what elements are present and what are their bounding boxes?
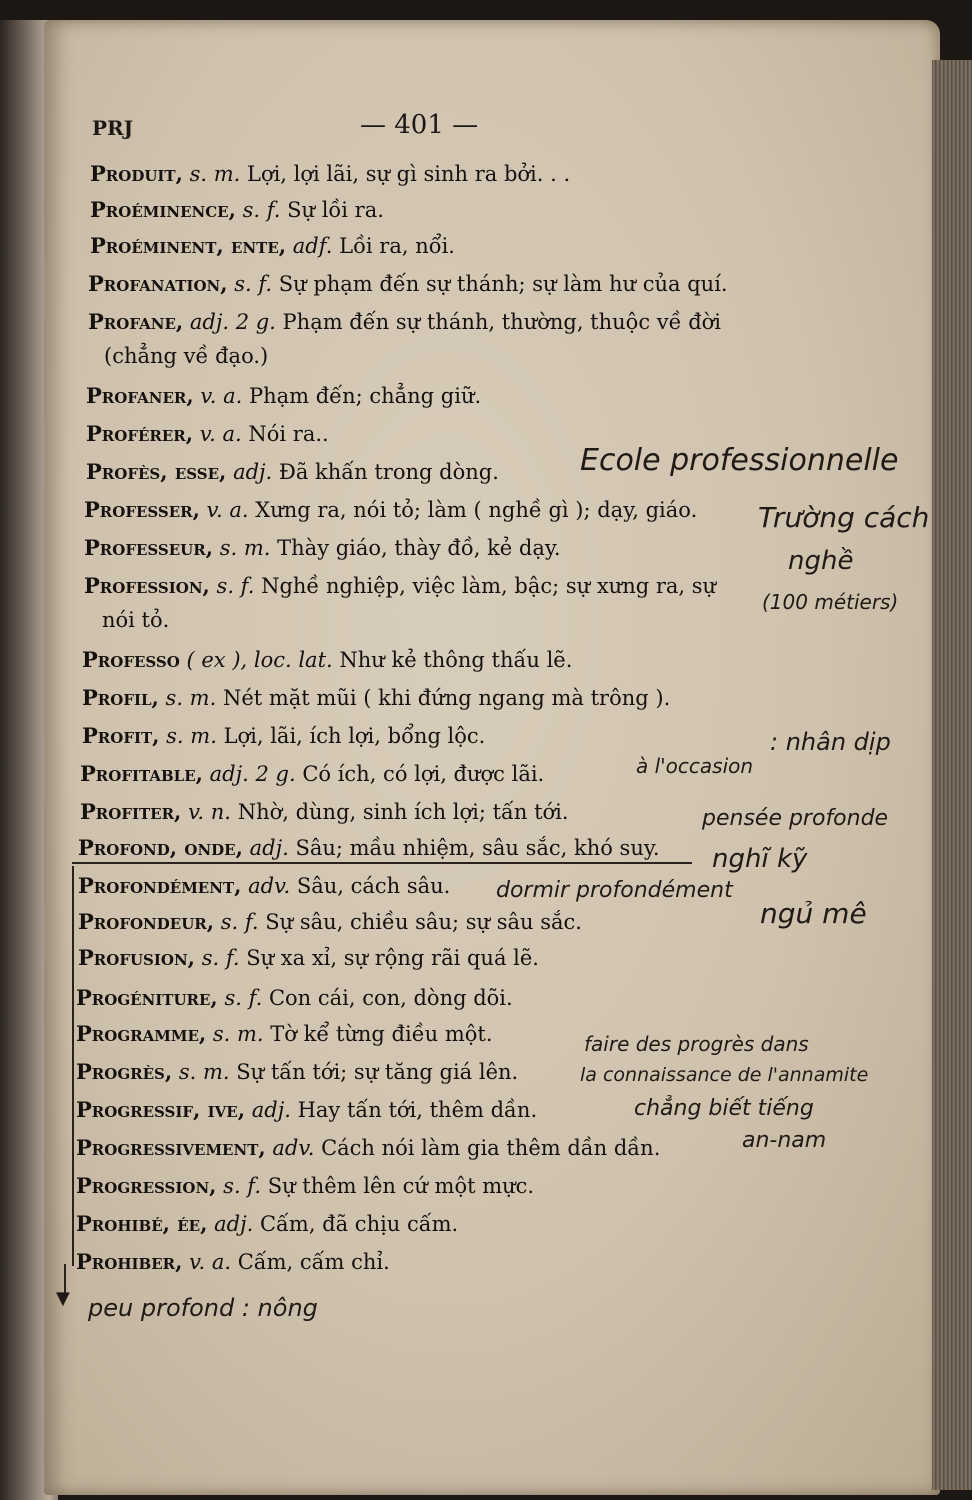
headword: Produit, — [90, 161, 183, 186]
handwritten-note: pensée profonde — [702, 806, 889, 831]
headword: Profit, — [82, 723, 160, 748]
entry-progeniture — [76, 984, 513, 1012]
entry-profanation — [88, 270, 728, 298]
arrow-down-icon: ▼ — [56, 1288, 70, 1309]
page-number: — 401 — — [360, 110, 479, 140]
grammar: s. m. — [165, 686, 217, 710]
definition: Sâu, cách sâu. — [296, 874, 451, 898]
definition: Nét mặt mũi ( khi đứng ngang mà trông ). — [222, 686, 671, 710]
grammar: s. m. — [166, 724, 217, 748]
entry-profane — [88, 308, 721, 336]
entry-proeminent — [90, 232, 455, 260]
entry-professer — [84, 496, 697, 524]
definition: Hay tấn tới, thêm dần. — [297, 1098, 538, 1122]
underline-profond — [72, 862, 692, 864]
definition: Lợi, lợi lãi, sự gì sinh ra bởi. . . — [247, 162, 571, 186]
grammar: s. f. — [223, 1174, 261, 1198]
entry-proeminence — [90, 196, 384, 224]
grammar: s. f. — [224, 986, 263, 1010]
definition: Tờ kể từng điều một. — [270, 1022, 493, 1046]
grammar: v. a. — [189, 1250, 232, 1274]
entry-profondement — [78, 872, 450, 900]
headword: Profil, — [82, 685, 159, 710]
grammar: adj. — [214, 1212, 254, 1236]
handwritten-note: faire des progrès dans — [584, 1032, 809, 1056]
grammar: adf. — [292, 234, 333, 258]
headword: Profane, — [88, 309, 184, 334]
grammar: s. m. — [212, 1022, 264, 1046]
headword: Profès, esse, — [86, 459, 227, 484]
definition: Sự lồi ra. — [287, 198, 384, 222]
entry-professeur — [84, 534, 561, 562]
grammar: adj. — [251, 1098, 291, 1122]
grammar: v. a. — [200, 384, 243, 408]
grammar: s. f. — [216, 574, 255, 598]
handwritten-note: (100 métiers) — [762, 590, 899, 614]
definition: nói tỏ. — [102, 608, 170, 632]
entry-professo — [82, 646, 572, 674]
handwritten-note: Trường cách — [758, 501, 930, 534]
handwritten-note: : nhân dịp — [770, 728, 891, 756]
grammar: v. a. — [206, 498, 249, 522]
headword: Programme, — [76, 1021, 207, 1046]
handwritten-note: ngủ mê — [760, 897, 867, 930]
definition: Cấm, đã chịu cấm. — [259, 1212, 459, 1236]
definition: Sâu; mầu nhiệm, sâu sắc, khó suy. — [295, 836, 660, 860]
grammar: adj. — [249, 836, 289, 860]
handwritten-note: peu profond : nông — [88, 1294, 318, 1322]
headword: Profusion, — [78, 945, 195, 970]
grammar: s. m. — [178, 1060, 230, 1084]
headword: Professer, — [84, 497, 200, 522]
definition: Sự phạm đến sự thánh; sự làm hư của quí. — [278, 272, 728, 296]
headword: Profiter, — [80, 799, 182, 824]
headword: Progression, — [76, 1173, 217, 1198]
entry-profession-continued — [102, 606, 169, 634]
entry-profond — [78, 834, 660, 862]
grammar: ( ex ), loc. lat. — [186, 648, 333, 672]
entry-prohiber — [76, 1248, 390, 1276]
definition: Thày giáo, thày đồ, kẻ dạy. — [277, 536, 561, 560]
headword: Prohiber, — [76, 1249, 183, 1274]
handwritten-note: Ecole professionnelle — [580, 443, 899, 478]
entry-profiter — [80, 798, 569, 826]
entry-profane-continued — [104, 342, 268, 370]
definition: Cách nói làm gia thêm dần dần. — [321, 1136, 661, 1160]
entry-profit — [82, 722, 485, 750]
handwritten-note: dormir profondément — [496, 878, 733, 903]
running-head: PRJ — [92, 116, 134, 140]
margin-bracket-line — [72, 866, 74, 1266]
entry-progression — [76, 1172, 534, 1200]
definition: Đã khấn trong dòng. — [278, 460, 499, 484]
definition: Như kẻ thông thấu lẽ. — [339, 648, 573, 672]
grammar: adj. — [233, 460, 273, 484]
definition: Sự sâu, chiều sâu; sự sâu sắc. — [265, 910, 582, 934]
grammar: s. m. — [189, 162, 241, 186]
headword: Progressivement, — [76, 1135, 266, 1160]
definition: Xưng ra, nói tỏ; làm ( nghề gì ); dạy, giáo. — [255, 498, 698, 522]
handwritten-note: la connaissance de l'annamite — [580, 1064, 869, 1086]
headword: Profond, onde, — [78, 835, 243, 860]
definition: Sự thêm lên cứ một mực. — [267, 1174, 535, 1198]
definition: Nghề nghiệp, việc làm, bậc; sự xưng ra, sự — [261, 574, 717, 598]
handwritten-note: nghề — [788, 546, 854, 576]
grammar: adj. 2 g. — [209, 762, 296, 786]
definition: Phạm đến; chẳng giữ. — [248, 384, 482, 408]
headword: Progrès, — [76, 1059, 173, 1084]
entry-profitable — [80, 760, 544, 788]
definition: Lồi ra, nổi. — [339, 234, 455, 258]
entry-profusion — [78, 944, 539, 972]
grammar: s. m. — [219, 536, 271, 560]
grammar: s. f. — [234, 272, 273, 296]
entry-profondeur — [78, 908, 582, 936]
entry-progres — [76, 1058, 518, 1086]
handwritten-note: à l'occasion — [636, 754, 754, 778]
headword: Profondément, — [78, 873, 242, 898]
headword: Profondeur, — [78, 909, 215, 934]
grammar: v. n. — [188, 800, 231, 824]
entry-proferer — [86, 420, 329, 448]
headword: Profaner, — [86, 383, 194, 408]
headword: Proférer, — [86, 421, 194, 446]
grammar: s. f. — [220, 910, 259, 934]
definition: Sự xa xỉ, sự rộng rãi quá lẽ. — [246, 946, 539, 970]
grammar: adv. — [272, 1136, 315, 1160]
entry-profil — [82, 684, 670, 712]
definition: Phạm đến sự thánh, thường, thuộc về đời — [282, 310, 722, 334]
handwritten-note: nghĩ kỹ — [712, 844, 808, 874]
headword: Progressif, ive, — [76, 1097, 246, 1122]
handwritten-note: an-nam — [742, 1128, 827, 1153]
headword: Proéminent, ente, — [90, 233, 287, 258]
handwritten-note: chẳng biết tiếng — [634, 1096, 814, 1121]
headword: Profitable, — [80, 761, 203, 786]
entry-profes — [86, 458, 499, 486]
definition: Nói ra.. — [248, 422, 329, 446]
grammar: v. a. — [199, 422, 242, 446]
entry-profaner — [86, 382, 481, 410]
definition: Nhờ, dùng, sinh ích lợi; tấn tới. — [237, 800, 569, 824]
entry-progressivement — [76, 1134, 660, 1162]
definition: Cấm, cấm chỉ. — [237, 1250, 390, 1274]
headword: Professo — [82, 647, 180, 672]
grammar: s. f. — [201, 946, 240, 970]
headword: Professeur, — [84, 535, 214, 560]
headword: Proéminence, — [90, 197, 236, 222]
grammar: s. f. — [242, 198, 281, 222]
entry-produit — [90, 160, 570, 188]
entry-profession — [84, 572, 716, 600]
grammar: adj. 2 g. — [189, 310, 276, 334]
definition: (chẳng về đạo.) — [104, 344, 269, 368]
definition: Con cái, con, dòng dõi. — [268, 986, 513, 1010]
definition: Có ích, có lợi, được lãi. — [302, 762, 545, 786]
entry-prohibe — [76, 1210, 458, 1238]
entry-progressif — [76, 1096, 537, 1124]
headword: Prohibé, ée, — [76, 1211, 208, 1236]
definition: Lợi, lãi, ích lợi, bổng lộc. — [223, 724, 486, 748]
entry-programme — [76, 1020, 493, 1048]
grammar: adv. — [248, 874, 291, 898]
headword: Profession, — [84, 573, 210, 598]
definition: Sự tấn tới; sự tăng giá lên. — [236, 1060, 519, 1084]
headword: Profanation, — [88, 271, 228, 296]
headword: Progéniture, — [76, 985, 218, 1010]
